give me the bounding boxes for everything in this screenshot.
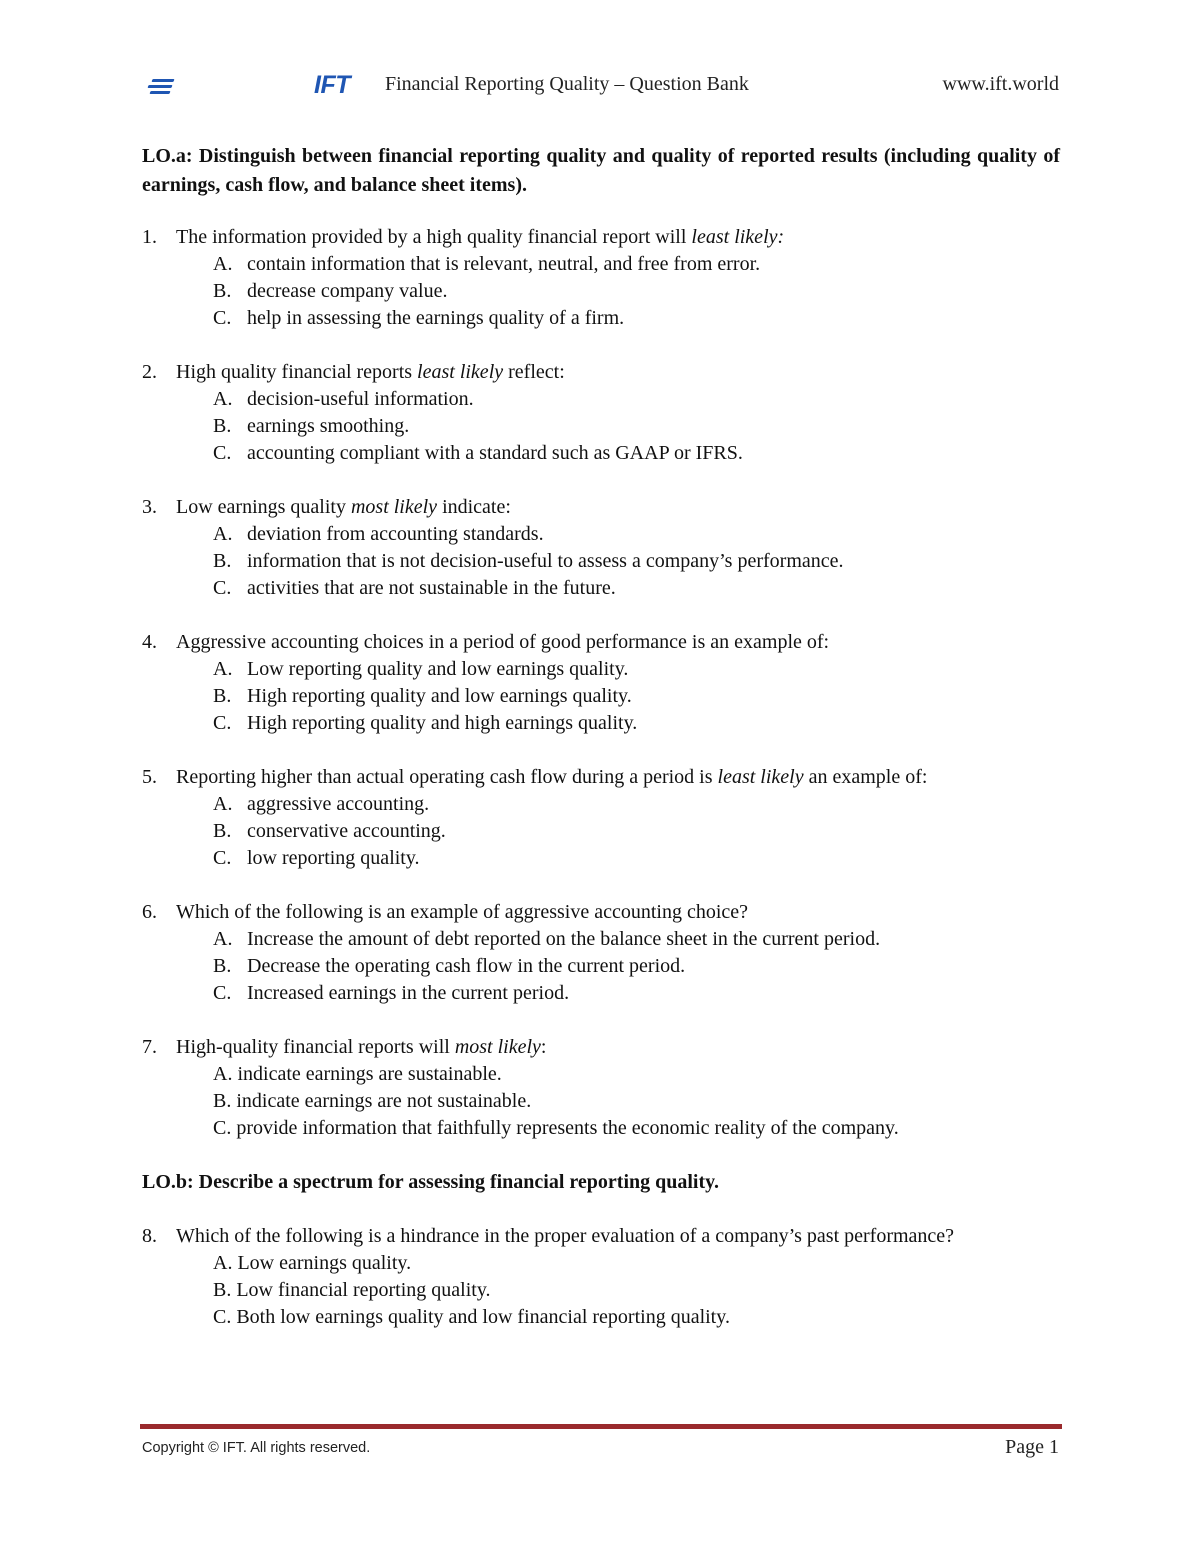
option-c: C. Both low earnings quality and low financial reporting quality. — [213, 1306, 730, 1328]
option-list — [142, 386, 1060, 467]
question-3 — [142, 494, 1060, 602]
footer-copyright: Copyright © IFT. All rights reserved. — [142, 1440, 371, 1456]
option-a: A. Increase the amount of debt reported on the balance sheet in the current period. — [213, 928, 881, 950]
option-list — [142, 1061, 1060, 1142]
question-number: 1. — [142, 226, 157, 248]
question-7 — [142, 1034, 1060, 1142]
option-list — [142, 1250, 1060, 1331]
option-b: B. indicate earnings are not sustainable. — [213, 1090, 532, 1112]
question-5 — [142, 764, 1060, 872]
option-c: C. provide information that faithfully represents the economic reality of the company. — [213, 1117, 899, 1139]
option-a: A. deviation from accounting standards. — [213, 523, 544, 545]
question-number: 5. — [142, 766, 157, 788]
question-6 — [142, 899, 1060, 1007]
question-number: 2. — [142, 361, 157, 383]
question-text: High quality financial reports least likely reflect: — [176, 361, 565, 383]
footer-divider — [140, 1424, 1062, 1429]
option-list — [142, 521, 1060, 602]
option-a: A. aggressive accounting. — [213, 793, 430, 815]
emphasis-text: most likely — [454, 1036, 541, 1058]
option-b: B. information that is not decision-useful to assess a company’s performance. — [213, 550, 844, 572]
question-8 — [142, 1223, 1060, 1331]
question-text: Reporting higher than actual operating cash flow during a period is least likely an example of: — [176, 766, 928, 788]
header-title: Financial Reporting Quality – Question Bank — [385, 73, 749, 95]
question-number: 8. — [142, 1225, 157, 1247]
option-b: B. earnings smoothing. — [213, 415, 410, 437]
page-number: Page 1 — [1005, 1436, 1059, 1458]
option-c: C. low reporting quality. — [213, 847, 420, 869]
question-1 — [142, 224, 1060, 332]
emphasis-text: least likely — [417, 361, 504, 383]
option-c: C. activities that are not sustainable in the future. — [213, 577, 616, 599]
question-number: 3. — [142, 496, 157, 518]
question-text: Which of the following is an example of aggressive accounting choice? — [176, 901, 749, 923]
option-c: C. help in assessing the earnings quality of a firm. — [213, 307, 625, 329]
page-header — [0, 70, 1200, 102]
question-4 — [142, 629, 1060, 737]
emphasis-text: least likely: — [691, 226, 785, 248]
option-list — [142, 791, 1060, 872]
question-number: 7. — [142, 1036, 157, 1058]
question-text: Which of the following is a hindrance in the proper evaluation of a company’s past performance? — [176, 1225, 955, 1247]
question-text: Low earnings quality most likely indicate: — [176, 496, 511, 518]
option-list — [142, 926, 1060, 1007]
option-a: A. Low reporting quality and low earnings quality. — [213, 658, 629, 680]
option-list — [142, 656, 1060, 737]
option-a: A. indicate earnings are sustainable. — [213, 1063, 502, 1085]
option-b: B. Decrease the operating cash flow in the current period. — [213, 955, 686, 977]
logo-wordmark: IFT — [314, 71, 350, 99]
question-text: High-quality financial reports will most likely: — [176, 1036, 547, 1058]
ift-logo — [146, 71, 350, 99]
option-c: C. accounting compliant with a standard such as GAAP or IFRS. — [213, 442, 743, 464]
section-heading-lo-b: LO.b: Describe a spectrum for assessing financial reporting quality. — [142, 1171, 720, 1193]
question-text: Aggressive accounting choices in a period of good performance is an example of: — [176, 631, 830, 653]
page-content — [142, 142, 1060, 1331]
section-heading-lo-a: LO.a: Distinguish between financial reporting quality and quality of reported results (including quality of earnings, cash flow, and balance sheet items). — [142, 145, 1060, 196]
option-b: B. High reporting quality and low earnings quality. — [213, 685, 632, 707]
option-list — [142, 251, 1060, 332]
question-2 — [142, 359, 1060, 467]
option-b: B. decrease company value. — [213, 280, 448, 302]
option-b: B. conservative accounting. — [213, 820, 446, 842]
question-text: The information provided by a high quality financial report will least likely: — [176, 226, 785, 248]
option-c: C. High reporting quality and high earnings quality. — [213, 712, 638, 734]
header-url: www.ift.world — [942, 73, 1059, 95]
question-number: 6. — [142, 901, 157, 923]
option-a: A. decision-useful information. — [213, 388, 474, 410]
option-a: A. Low earnings quality. — [213, 1252, 412, 1274]
option-a: A. contain information that is relevant, neutral, and free from error. — [213, 253, 761, 275]
option-c: C. Increased earnings in the current period. — [213, 982, 570, 1004]
option-b: B. Low financial reporting quality. — [213, 1279, 491, 1301]
question-number: 4. — [142, 631, 157, 653]
emphasis-text: most likely — [350, 496, 438, 518]
emphasis-text: least likely — [717, 766, 804, 788]
